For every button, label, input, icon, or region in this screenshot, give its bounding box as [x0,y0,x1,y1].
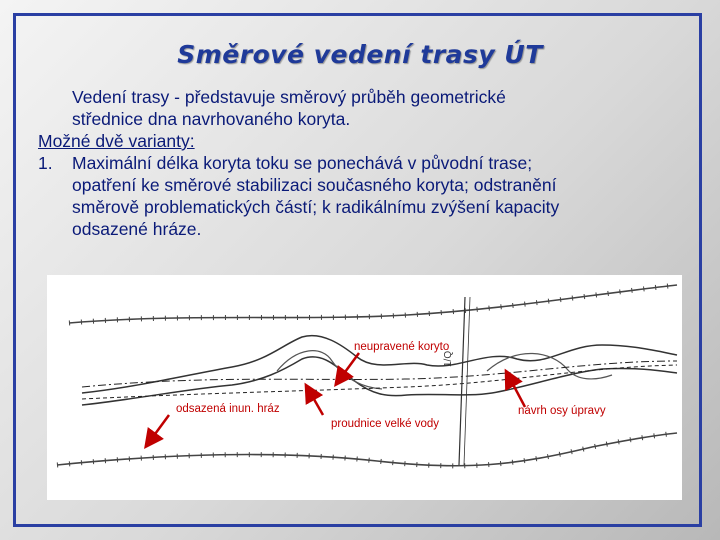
label-navrh-osy-upravy: návrh osy úpravy [518,405,606,417]
upper-levee-line [69,285,677,323]
slide-body [38,86,678,240]
old-channel-loop [277,351,382,389]
list-item-1-first-line [38,152,678,174]
channel-bank-lower [82,357,677,405]
paragraph-line: Vedení trasy - představuje směrový průběh geometrické [72,87,506,107]
cross-section-label: 1/Q [443,350,454,367]
arrow-neupravene-koryto [337,353,359,383]
list-item-line: odsazené hráze. [72,219,202,239]
label-proudnice-velke-vody: proudnice velké vody [331,418,440,430]
upper-levee-ticks [69,285,677,323]
lower-levee-line [57,433,677,466]
list-item-line: opatření ke směrové stabilizaci současného koryta; odstranění [72,175,557,195]
slide-title: Směrové vedení trasy ÚT [177,40,543,69]
label-neupravene-koryto: neupravené koryto [354,341,450,353]
river-route-diagram [47,275,682,500]
arrow-proudnice [307,387,323,415]
variants-heading: Možné dvě varianty: [38,131,195,151]
list-number: 1. [38,153,53,173]
cross-section-line [464,297,470,465]
label-odsazena-hraz: odsazená inun. hráz [176,403,280,415]
arrow-odsazena-hraz [147,415,169,445]
paragraph-line: střednice dna navrhovaného koryta. [72,109,351,129]
river-diagram-drawing [47,275,682,500]
list-item-text: Maximální délka koryta toku se ponechává v původní trase; [72,153,533,173]
cross-section-line [459,297,465,465]
list-item-line: směrově problematických částí; k radikálnímu zvýšení kapacity [72,197,560,217]
